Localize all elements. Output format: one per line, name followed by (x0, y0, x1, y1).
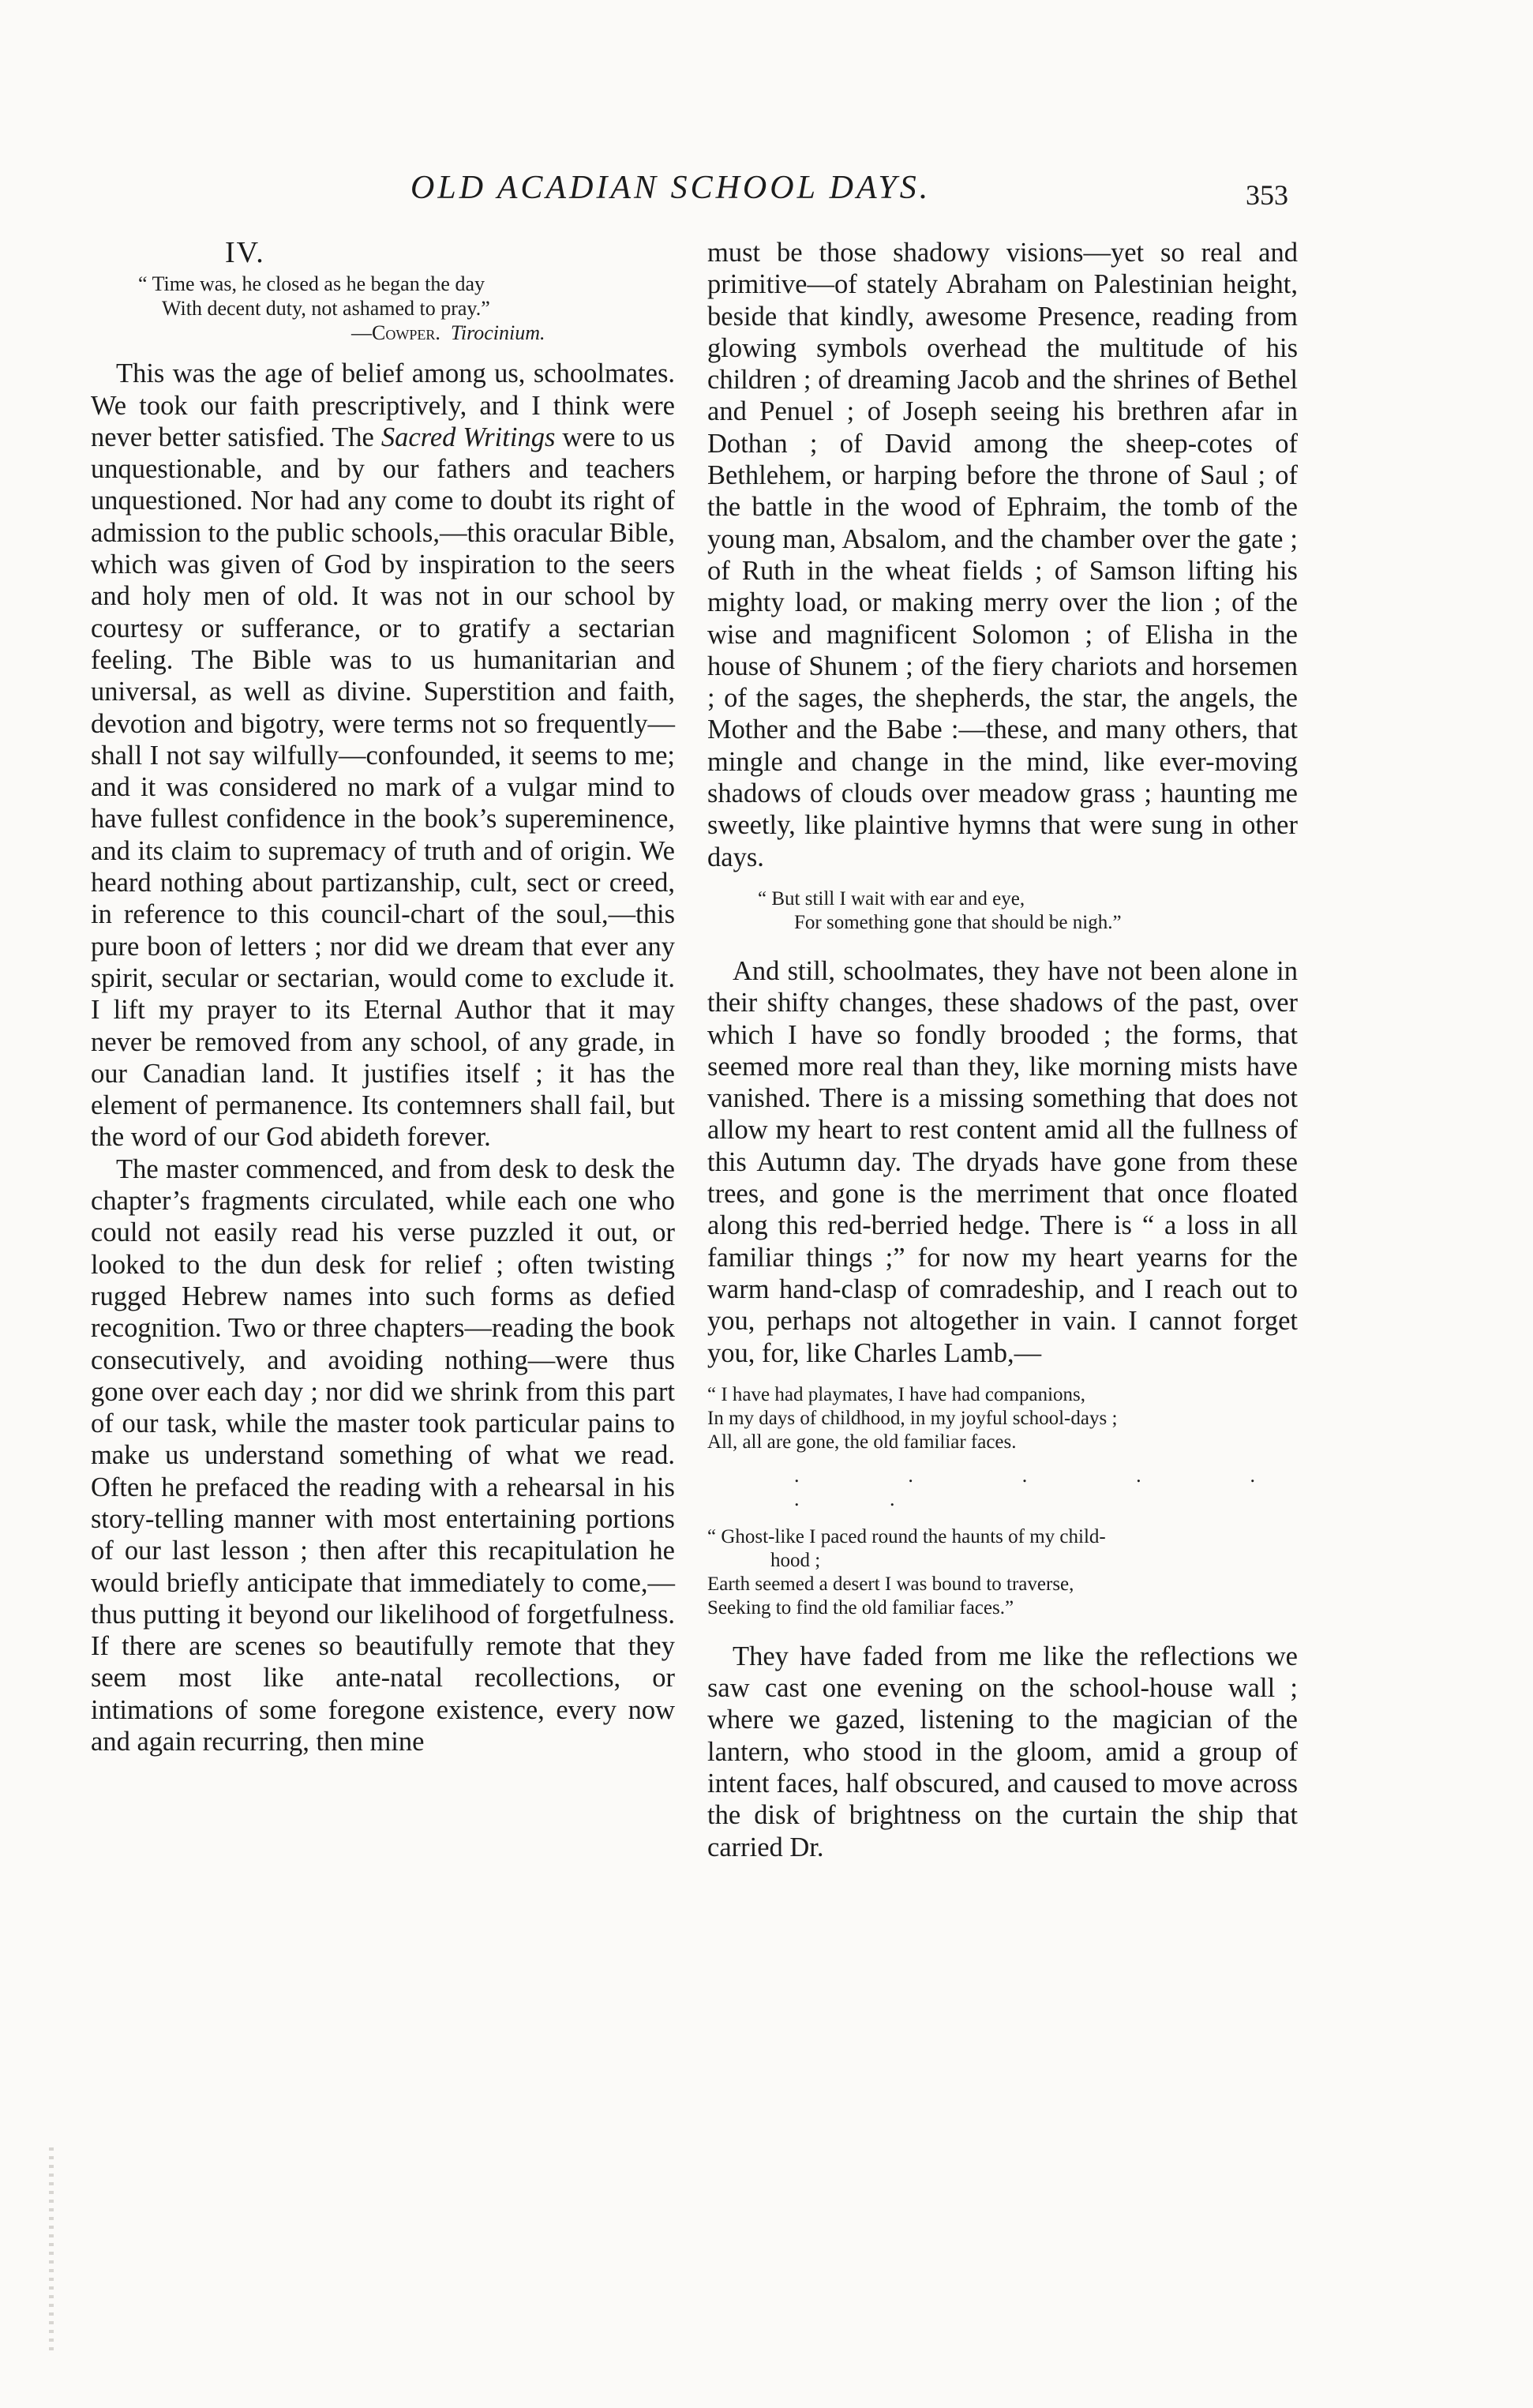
verse-line: Earth seemed a desert I was bound to traverse, (707, 1573, 1074, 1595)
verse-line: “ But still I wait with ear and eye, (758, 887, 1025, 910)
epigraph (91, 272, 675, 345)
verse-ellipsis: . . . . . . . (794, 1463, 1298, 1510)
epigraph-line: “ Time was, he closed as he began the day (138, 272, 485, 296)
verse-line: hood ; (770, 1549, 821, 1571)
paragraph: And still, schoolmates, they have not been alone in their shifty changes, these shadows of the past, over which I have so fondly brooded ; the forms, that seemed more real than they, like morning mists have vanished. There is a missing something that does not allow my heart to rest content amid all the fullness of this Autumn day. The dryads have gone from these trees, and gone is the merriment that once floated along this red-berried hedge. There is “ a loss in all familiar things ;” for now my heart yearns for the warm hand-clasp of comradeship, and I reach out to you, perhaps not altogether in vain. I cannot forget you, for, like Charles Lamb,— (707, 955, 1298, 1368)
verse-line: “ I have had playmates, I have had companions, (707, 1383, 1085, 1405)
attribution-author: —Cowper. (351, 321, 440, 345)
left-column (91, 237, 675, 1757)
verse-line: Seeking to find the old familiar faces.” (707, 1596, 1014, 1618)
italic-phrase: Sacred Writings (380, 422, 556, 452)
paragraph: must be those shadowy visions—yet so real and primitive—of stately Abraham on Palestinian height, beside that kindly, awesome Presence, reading from glowing symbols overhead the multitude of his children ; of dreaming Jacob and the shrines of Bethel and Penuel ; of Joseph seeing his brethren afar in Dothan ; of David among the sheep-cotes of Bethlehem, or harping before the throne of Saul ; of the battle in the wood of Ephraim, the tomb of the young man, Absalom, and the chamber over the gate ; of Ruth in the wheat fields ; of Samson lifting his mighty load, or making merry over the lion ; of the wise and magnificent Solomon ; of Elisha in the house of Shunem ; of the fiery chariots and horsemen ; of the sages, the shepherds, the star, the angels, the Mother and the Babe :—these, and many others, that mingle and change in the mind, like ever-moving shadows of clouds over meadow grass ; haunting me sweetly, like plaintive hymns that were sung in other days. (707, 238, 1298, 872)
verse-line: “ Ghost-like I paced round the haunts of my child- (707, 1525, 1106, 1547)
paragraph: They have faded from me like the reflections we saw cast one evening on the school-house wall ; where we gazed, listening to the magician of the lantern, who stood in the gloom, amid a group of intent faces, half obscured, and caused to move across the disk of brightness on the curtain the ship that carried Dr. (707, 1641, 1298, 1862)
verse-line: For something gone that should be nigh.” (794, 911, 1122, 933)
epigraph-line: With decent duty, not ashamed to pray.” (162, 297, 490, 321)
verse-quotation (707, 887, 1298, 935)
right-column (707, 237, 1298, 1863)
running-head (0, 169, 1533, 216)
paragraph-text: were to us unquestionable, and by our fathers and teachers unquestioned. Nor had any come to doubt its right of admission to the public schools,—this oracular Bible, which was given of God by inspiration to the seers and holy men of old. It was not in our school by courtesy or sufferance, or to gratify a sectarian feeling. The Bible was to us humanitarian and universal, as well as divine. Superstition and faith, devotion and bigotry, were terms not so frequently—shall I not say wilfully—confounded, it seems to me; and it was considered no mark of a vulgar mind to have fullest confidence in the book’s supereminence, and its claim to supremacy of truth and of origin. We heard nothing about partizanship, cult, sect or creed, in reference to this council-chart of the soul,—this pure boon of letters ; nor did we dream that ever any spirit, secular or sectarian, would come to exclude it. I lift my prayer to its Eternal Author that it may never be removed from any school, of any grade, in our Canadian land. It justifies itself ; it has the element of permanence. Its contemners shall fail, but the word of our God abideth forever. (91, 422, 675, 1153)
margin-speckle (49, 2147, 54, 2353)
page-number: 353 (1246, 179, 1288, 211)
section-number: IV. (225, 236, 265, 269)
paragraph: The master commenced, and from desk to desk the chapter’s fragments circulated, while each one who could not easily read his verse puzzled it out, or looked to the dun desk for relief ; often twisting rugged Hebrew names into such forms as defied recognition. Two or three chapters—reading the book consecutively, and avoiding nothing—were thus gone over each day ; nor did we shrink from this part of our task, while the master took particular pains to make us understand something of what we read. Often he prefaced the reading with a rehearsal in his story-telling manner with most entertaining portions of our last lesson ; then after this recapitulation he would briefly anticipate that immediately to come,—thus putting it beyond our likelihood of forgetfulness. If there are scenes so beautifully remote that they seem most like ante-natal recollections, or intimations of some foregone existence, every now and again recurring, then mine (91, 1153, 675, 1757)
running-title: OLD ACADIAN SCHOOL DAYS. (410, 170, 931, 206)
epigraph-attribution (138, 321, 675, 345)
verse-quotation (707, 1383, 1298, 1620)
paragraph (91, 358, 675, 1153)
paragraph-text: This was the age of belief among us, schoolmates. We took our faith prescriptively, and I think were never better satisfied. The (91, 358, 675, 452)
verse-line: In my days of childhood, in my joyful school-days ; (707, 1407, 1118, 1429)
attribution-work: Tirocinium. (450, 321, 545, 345)
verse-line: All, all are gone, the old familiar faces. (707, 1431, 1017, 1453)
